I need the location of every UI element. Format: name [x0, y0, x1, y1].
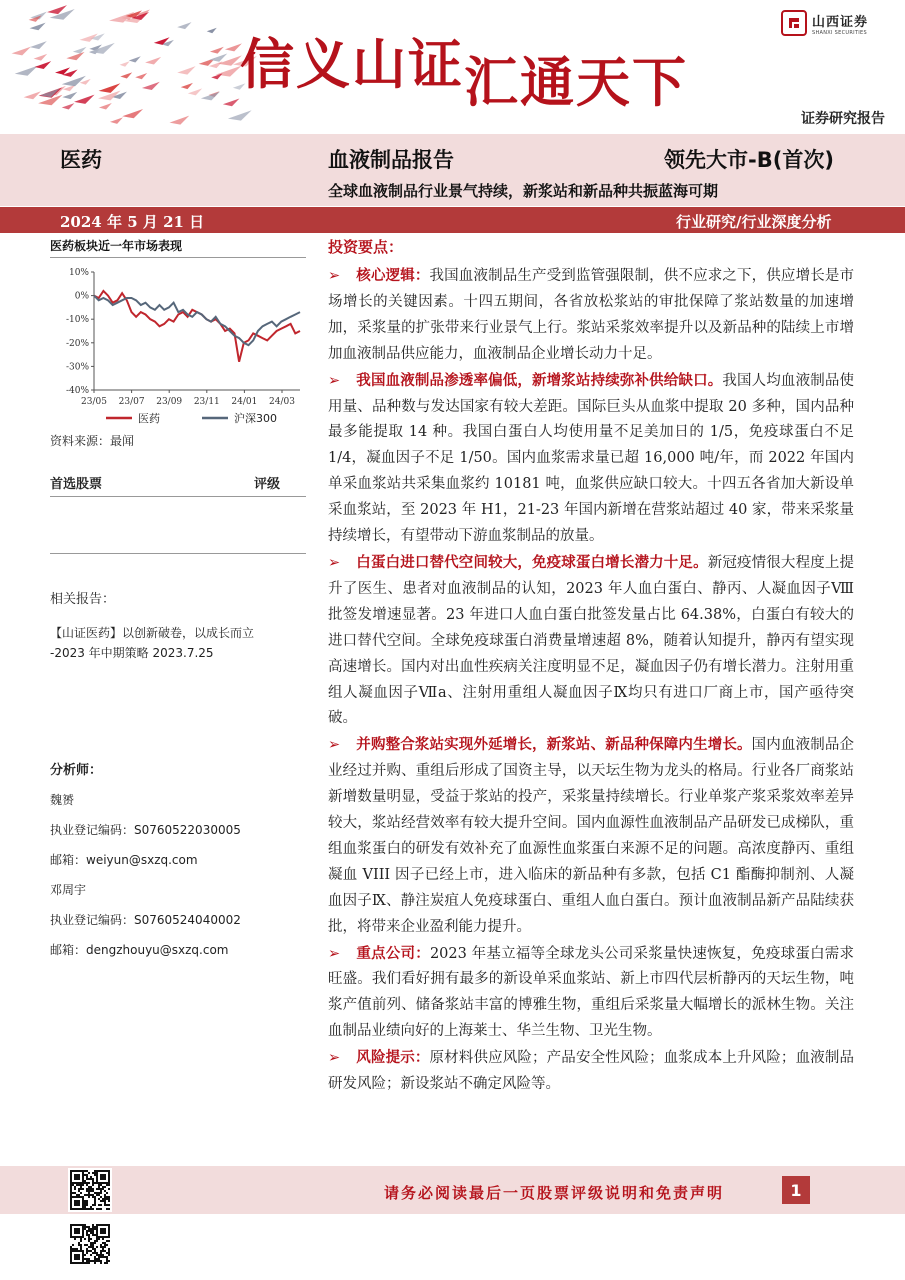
picks-table-header	[50, 473, 306, 497]
qr-code-icon[interactable]	[68, 1168, 112, 1212]
arrow-decoration	[177, 22, 191, 29]
arrow-decoration	[177, 66, 195, 74]
bullet-arrow-icon: ➢	[328, 554, 341, 571]
main-content	[328, 236, 854, 1098]
arrow-decoration	[122, 109, 143, 118]
report-date: 2024 年 5 月 21 日	[60, 213, 205, 231]
arrow-decoration	[201, 92, 220, 101]
bullet-arrow-icon: ➢	[328, 1050, 341, 1067]
legend-label-2: 沪深300	[234, 412, 277, 425]
arrow-decoration	[24, 91, 41, 99]
slogan-part2: 汇通天下	[464, 50, 688, 114]
point-lead: 核心逻辑：	[356, 267, 430, 284]
arrow-decoration	[210, 47, 224, 54]
arrow-decoration	[66, 52, 84, 60]
report-subtitle: 全球血液制品行业景气持续，新浆站和新品种共振蓝海可期	[328, 182, 719, 200]
arrow-decoration	[15, 66, 38, 76]
point-mna	[328, 732, 854, 940]
investment-highlights-heading: 投资要点：	[328, 238, 404, 256]
company-name-cn: 山西证券	[812, 14, 869, 30]
arrow-decoration	[142, 82, 160, 90]
analyst1-email[interactable]: 邮箱：weiyun@sxzq.com	[50, 853, 198, 867]
date-bar	[0, 207, 905, 233]
slogan-part1: 信义山证	[240, 32, 464, 96]
picks-table-body	[50, 497, 306, 554]
arrow-decoration	[120, 72, 132, 78]
x-tick-label: 24/03	[269, 397, 295, 407]
arrow-decoration	[170, 116, 190, 125]
legend-label-1: 医药	[138, 412, 160, 425]
page-number: 1	[782, 1176, 810, 1204]
bullet-arrow-icon: ➢	[328, 268, 341, 284]
point-key-companies	[328, 941, 854, 1046]
bullet-arrow-icon: ➢	[328, 372, 341, 389]
analyst1-code: 执业登记编码：S0760522030005	[50, 823, 241, 837]
company-logo	[781, 10, 868, 36]
arrow-decoration	[223, 98, 240, 106]
point-albumin	[328, 550, 854, 732]
arrow-decoration	[34, 54, 48, 61]
analysts-title: 分析师：	[50, 763, 103, 778]
point-risks	[328, 1045, 854, 1098]
arrow-decoration	[120, 61, 130, 67]
arrow-decoration	[62, 103, 75, 109]
x-tick-label: 23/11	[193, 397, 220, 407]
arrow-decoration	[129, 56, 141, 62]
slogan	[240, 22, 688, 114]
industry-label: 医药	[60, 148, 102, 172]
arrow-decoration	[207, 28, 217, 34]
header-banner	[0, 0, 905, 135]
data-source: 资料来源：最闻	[50, 434, 135, 448]
company-name-en: SHANXI SECURITIES	[812, 29, 867, 36]
x-tick-label: 23/05	[81, 397, 107, 407]
disclaimer: 请务必阅读最后一页股票评级说明和免责声明	[384, 1184, 725, 1202]
arrow-decoration	[181, 83, 193, 89]
analyst1-name: 魏赟	[50, 793, 75, 807]
footer-band	[0, 1166, 905, 1214]
x-tick-label: 23/09	[156, 397, 183, 407]
arrow-decoration	[211, 73, 222, 79]
y-tick-label: 10%	[68, 268, 89, 278]
point-text: 2023 年基立福等全球龙头公司采浆量快速恢复，免疫球蛋白需求旺盛。我们看好拥有最多的新设单采血浆站、新上市四代层析静丙的天坛生物，吨浆产值前列、储备浆站丰富的博雅生物，重组后采浆量大幅增长的派林生物。关注血制品业绩向好的上海莱士、华兰生物、卫光生物。	[328, 945, 854, 1040]
picks-header-stock: 首选股票	[50, 477, 103, 492]
point-lead: 我国血液制品渗透率偏低，新增浆站持续弥补供给缺口。	[356, 371, 723, 389]
point-text: 新冠疫情很大程度上提升了医生、患者对血液制品的认知，2023 年人血白蛋白、静丙、人凝血因子Ⅷ批签发增速显著。23 年进口人血白蛋白批签发量占比 64.38%，白蛋白有较大的进口替代空间。全球免疫球蛋白消费量增速超 8%，随着认知提升，静丙有望实现高速增长。国内对出血性疾病关注度明显不足，凝血因子仍有增长潜力。注射用重组人凝血因子Ⅶa、注射用重组人凝血因子Ⅸ均只有进口厂商上市，国产亟待突破。	[328, 554, 855, 727]
arrow-decoration	[99, 83, 121, 93]
point-lead: 重点公司：	[356, 944, 430, 962]
related-reports-title: 相关报告：	[50, 592, 116, 607]
x-tick-label: 23/07	[118, 397, 145, 407]
arrow-decoration	[12, 47, 31, 56]
industry-rating: 领先大市-B(首次)	[664, 148, 834, 172]
arrow-flock-decoration	[0, 0, 260, 135]
market-performance-chart	[50, 258, 306, 426]
y-tick-label: -40%	[65, 386, 89, 396]
title-band	[0, 134, 905, 206]
point-text: 国内血液制品企业经过并购、重组后形成了国资主导，以天坛生物为龙头的格局。行业各厂商浆站新增数量明显，受益于浆站的投产，采浆量持续增长。行业单浆产浆采浆效率差异较大，浆站经营效率有较大提升空间。国内血源性血液制品产品研发已成梯队，重组血浆蛋白的研发有效补充了血源性血浆蛋白来源不足的问题。高浓度静丙、重组凝血 VIII 因子已经上市，进入临床的新品种有多款，包括 C1 酯酶抑制剂、人凝血因子Ⅸ、静注炭疽人免疫球蛋白、重组人血白蛋白。预计血液制品新产品陆续获批，将带来企业盈利能力提升。	[328, 737, 855, 935]
y-tick-label: 0%	[74, 291, 89, 302]
point-text: 原材料供应风险；产品安全性风险；血浆成本上升风险；血液制品研发风险；新设浆站不确定风险等。	[328, 1050, 855, 1093]
arrow-decoration	[73, 47, 87, 54]
arrow-decoration	[62, 92, 77, 99]
arrow-decoration	[30, 41, 47, 49]
arrow-decoration	[145, 57, 161, 65]
arrow-decoration	[62, 76, 86, 86]
arrow-decoration	[110, 117, 123, 124]
related-report-line1: 【山证医药】以创新破卷，以成长而立	[50, 626, 255, 640]
picks-header-rating: 评级	[253, 477, 280, 492]
point-lead: 白蛋白进口替代空间较大，免疫球蛋白增长潜力十足。	[356, 553, 708, 571]
point-lead: 并购整合浆站实现外延增长，新浆站、新品种保障内生增长。	[356, 736, 752, 754]
shanxi-securities-logo-icon	[781, 10, 807, 36]
chart-title: 医药板块近一年市场表现	[50, 237, 306, 258]
bullet-arrow-icon: ➢	[328, 945, 341, 962]
point-core-logic	[328, 263, 854, 368]
analyst2-name: 邓周宇	[50, 883, 87, 897]
analyst2-email[interactable]: 邮箱：dengzhouyu@sxzq.com	[50, 943, 229, 957]
bullet-arrow-icon: ➢	[328, 737, 341, 754]
y-tick-label: -10%	[65, 315, 89, 326]
arrow-decoration	[135, 73, 147, 79]
analyst2-code: 执业登记编码：S0760524040002	[50, 913, 241, 927]
arrow-decoration	[30, 23, 46, 31]
sidebar	[50, 233, 306, 958]
qr-code-icon[interactable]	[68, 1222, 112, 1266]
point-lead: 风险提示：	[356, 1049, 430, 1067]
report-title: 血液制品报告	[328, 148, 454, 172]
report-category: 行业研究/行业深度分析	[676, 213, 832, 231]
series-line-1	[94, 291, 300, 362]
report-type: 证券研究报告	[801, 111, 885, 127]
arrow-decoration	[228, 110, 252, 120]
y-tick-label: -30%	[65, 362, 89, 373]
point-text: 我国人均血液制品使用量、品种数与发达国家有较大差距。国际巨头从血浆中提取 20 多种，国内品种最多能提取 14 种。我国白蛋白人均使用量不足美加日的 1/5，免疫球蛋白不足 1/4，凝血因子不足 1/50。国内血浆需求量已超 16,000 吨/年，而 2022 年国内单采血浆站共采集血浆约 10181 吨，血浆供应缺口较大。十四五各省加大新设单采血浆站，至 2023 年 H1，21-23 年国内新增在营浆站超过 40 家，带来采浆量持续增长，有望带动下游血浆制品的放量。	[328, 372, 854, 545]
point-penetration	[328, 368, 854, 550]
related-report-link[interactable]	[50, 623, 306, 663]
y-tick-label: -20%	[65, 338, 89, 349]
x-tick-label: 24/01	[231, 397, 258, 407]
related-report-line2: -2023 年中期策略 2023.7.25	[50, 646, 214, 660]
point-text: 我国血液制品生产受到监管强限制，供不应求之下，供应增长是市场增长的关键因素。十四五期间，各省放松浆站的审批保障了浆站数量的加速增加，采浆量的扩张带来行业景气上行。浆站采浆效率提升以及新品种的陆续上市增加血液制品供应能力，血液制品企业增长动力十足。	[328, 268, 855, 362]
arrow-decoration	[188, 88, 202, 95]
chart-svg	[50, 258, 306, 426]
arrow-decoration	[35, 61, 52, 69]
arrow-decoration	[99, 103, 112, 109]
arrow-decoration	[74, 95, 95, 104]
